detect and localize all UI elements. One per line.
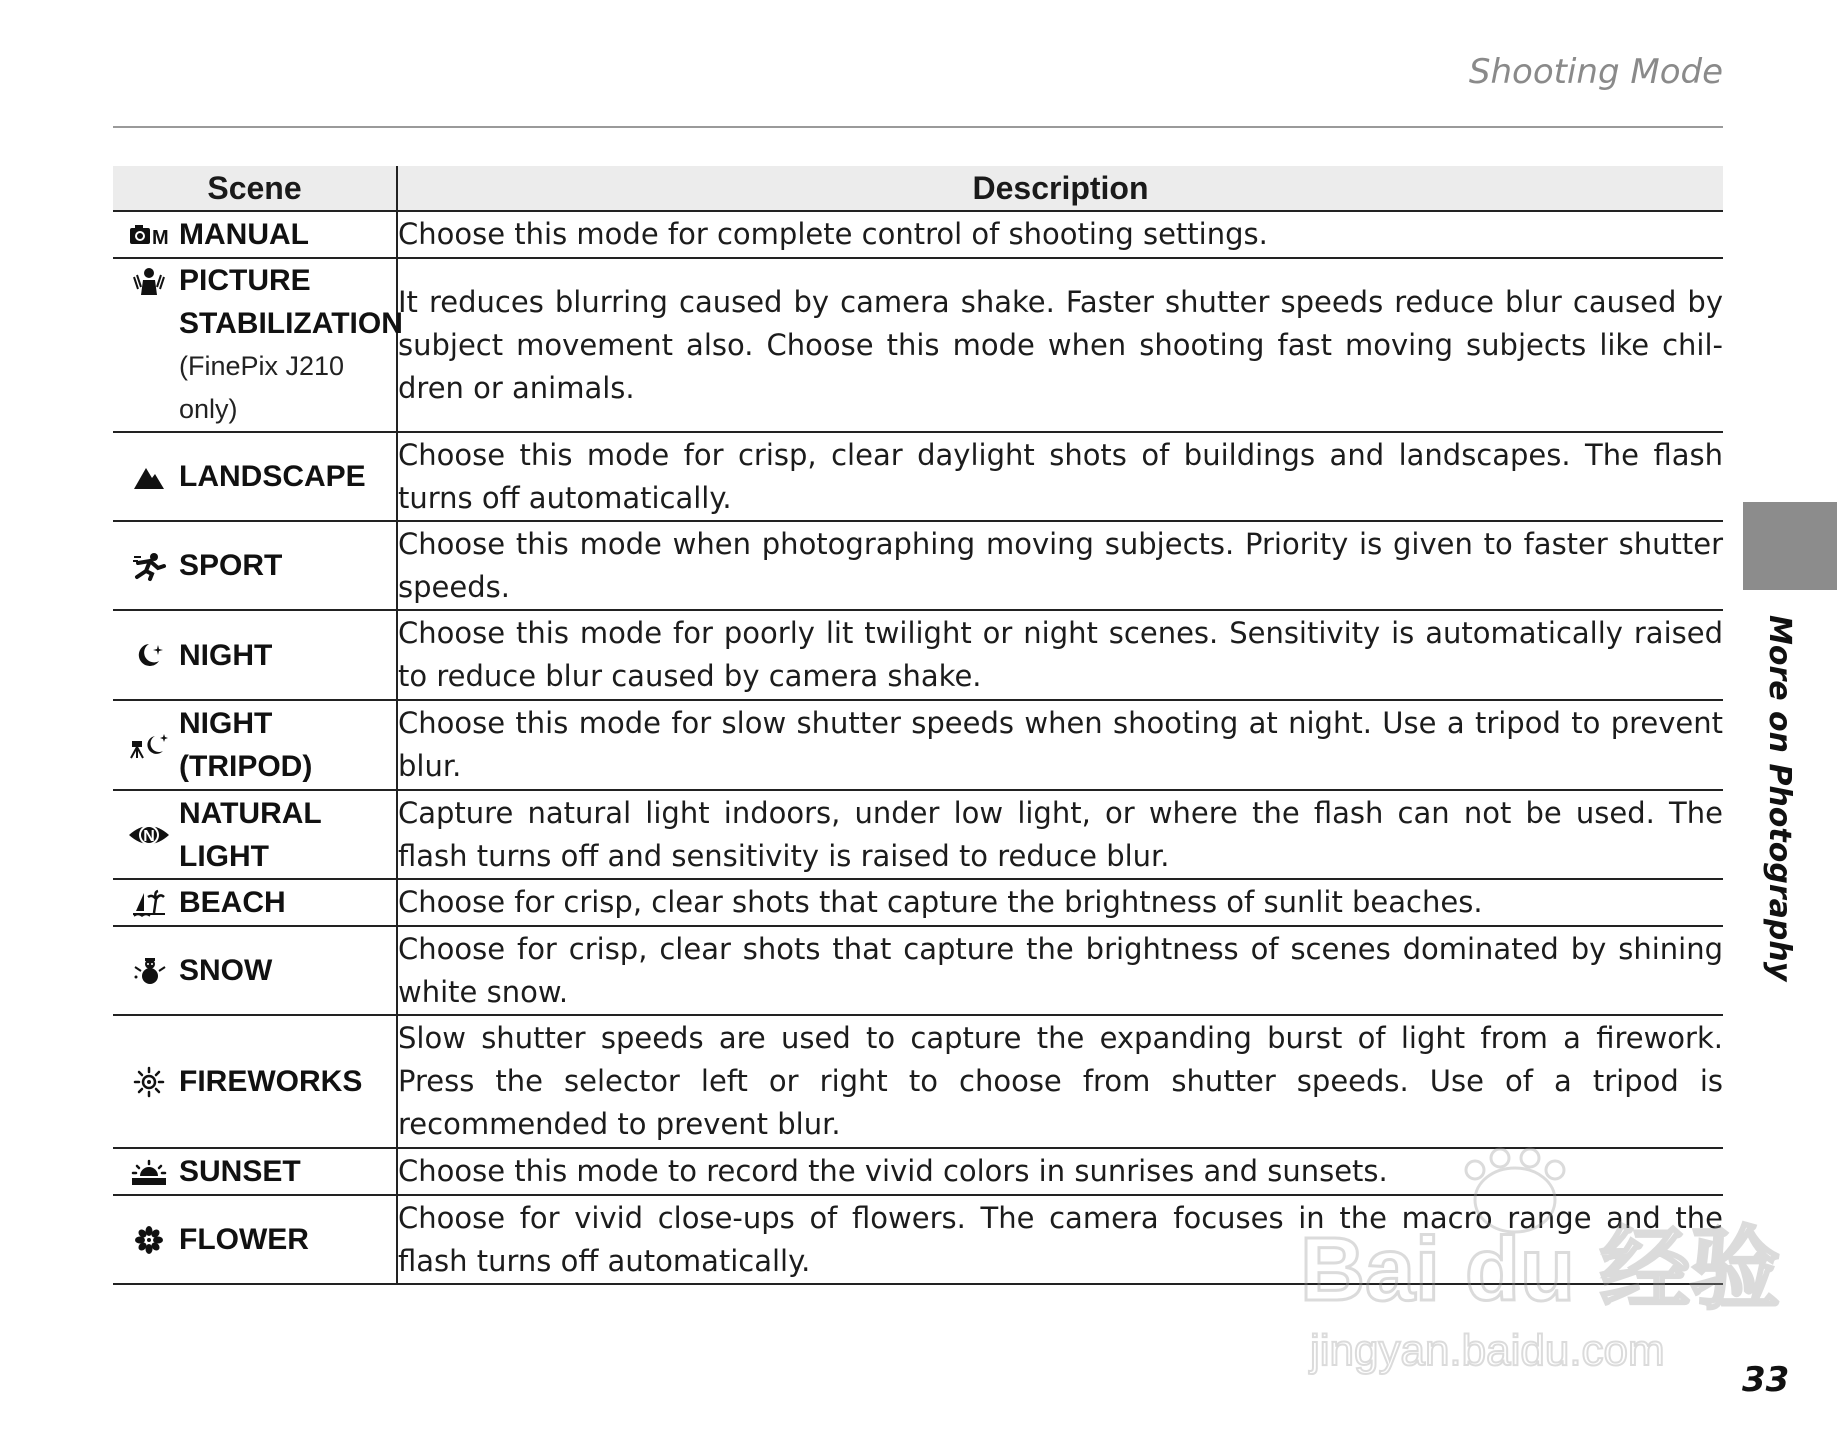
scene-description: Choose for vivid close-ups of flowers. The camera focuses in the macro range and the flash turns off automatically.	[397, 1195, 1723, 1284]
column-header-scene: Scene	[113, 166, 397, 211]
table-row	[113, 610, 1723, 700]
scene-description: Choose for crisp, clear shots that capture the brightness of scenes dominated by shining white snow.	[397, 926, 1723, 1015]
table-row	[113, 926, 1723, 1015]
page-number: 33	[1742, 1360, 1790, 1400]
watermark-brand: Bai du 经验	[1300, 1220, 1781, 1320]
svg-text:N: N	[143, 827, 155, 845]
night-tripod-icon	[129, 731, 169, 759]
scene-description: It reduces blurring caused by camera shake. Faster shutter speeds reduce blur caused by subject movement also. Choose this mode when shooting fast moving subjects like chil-dren or animals.	[397, 258, 1723, 432]
scene-label: FLOWER	[179, 1223, 309, 1256]
scene-model-note: (FinePix J210 only)	[179, 351, 345, 424]
fireworks-icon	[129, 1066, 169, 1098]
scene-description: Choose for crisp, clear shots that capture the brightness of sunlit beaches.	[397, 879, 1723, 926]
scene-label: NIGHT (TRIPOD)	[179, 707, 313, 783]
page-header-title: Shooting Mode	[1468, 52, 1723, 92]
table-row	[113, 1015, 1723, 1148]
header-divider	[113, 126, 1723, 128]
scene-description: Choose this mode to record the vivid colors in sunrises and sunsets.	[397, 1148, 1723, 1195]
scene-label: NATURAL LIGHT	[179, 796, 322, 873]
night-icon	[129, 641, 169, 669]
scene-description: Slow shutter speeds are used to capture the expanding burst of light from a firework. Press the selector left or right to choose from shutter speeds. Use of a tripod is recommended to prevent blur.	[397, 1015, 1723, 1148]
table-row	[113, 700, 1723, 790]
landscape-icon	[129, 464, 169, 490]
scene-description: Choose this mode for slow shutter speeds when shooting at night. Use a tripod to prevent blur.	[397, 700, 1723, 790]
sport-icon	[129, 552, 169, 580]
baidu-watermark	[1300, 1150, 1781, 1380]
scene-label: SNOW	[179, 954, 273, 987]
scene-description: Choose this mode for crisp, clear daylight shots of buildings and landscapes. The flash turns off automatically.	[397, 432, 1723, 521]
table-header-row	[113, 166, 1723, 211]
sunset-icon	[129, 1158, 169, 1186]
table-row	[113, 521, 1723, 610]
watermark-url: jingyan.baidu.com	[1310, 1326, 1665, 1375]
picture-stabilization-icon	[129, 267, 169, 295]
snow-icon	[129, 957, 169, 985]
table-row	[113, 211, 1723, 258]
section-side-label: More on Photography	[1762, 615, 1797, 982]
scene-description: Capture natural light indoors, under low light, or where the flash can not be used. The flash turns off and sensitivity is raised to reduce blur.	[397, 790, 1723, 879]
scene-description: Choose this mode when photographing moving subjects. Priority is given to faster shutter speeds.	[397, 521, 1723, 610]
beach-icon	[129, 889, 169, 917]
scene-label: BEACH	[179, 886, 286, 919]
scene-label: FIREWORKS	[179, 1065, 363, 1098]
scene-description: Choose this mode for poorly lit twilight or night scenes. Sensitivity is automatically raised to reduce blur caused by camera shake.	[397, 610, 1723, 700]
scene-label: SPORT	[179, 549, 283, 582]
table-row	[113, 879, 1723, 926]
flower-icon	[129, 1225, 169, 1255]
section-tab-marker	[1743, 502, 1837, 590]
table-row	[113, 432, 1723, 521]
scene-description: Choose this mode for complete control of shooting settings.	[397, 211, 1723, 258]
table-row	[113, 790, 1723, 879]
scene-table	[113, 166, 1723, 1285]
svg-text:M: M	[152, 226, 169, 249]
scene-label: LANDSCAPE	[179, 460, 366, 493]
column-header-description: Description	[397, 166, 1723, 211]
scene-label: MANUAL	[179, 218, 309, 251]
scene-label: NIGHT	[179, 638, 273, 672]
scene-label: SUNSET	[179, 1155, 301, 1188]
natural-light-icon	[129, 821, 169, 849]
camera-manual-icon	[129, 222, 169, 248]
scene-label: PICTURE STABILIZATION	[179, 264, 403, 340]
table-row	[113, 258, 1723, 432]
